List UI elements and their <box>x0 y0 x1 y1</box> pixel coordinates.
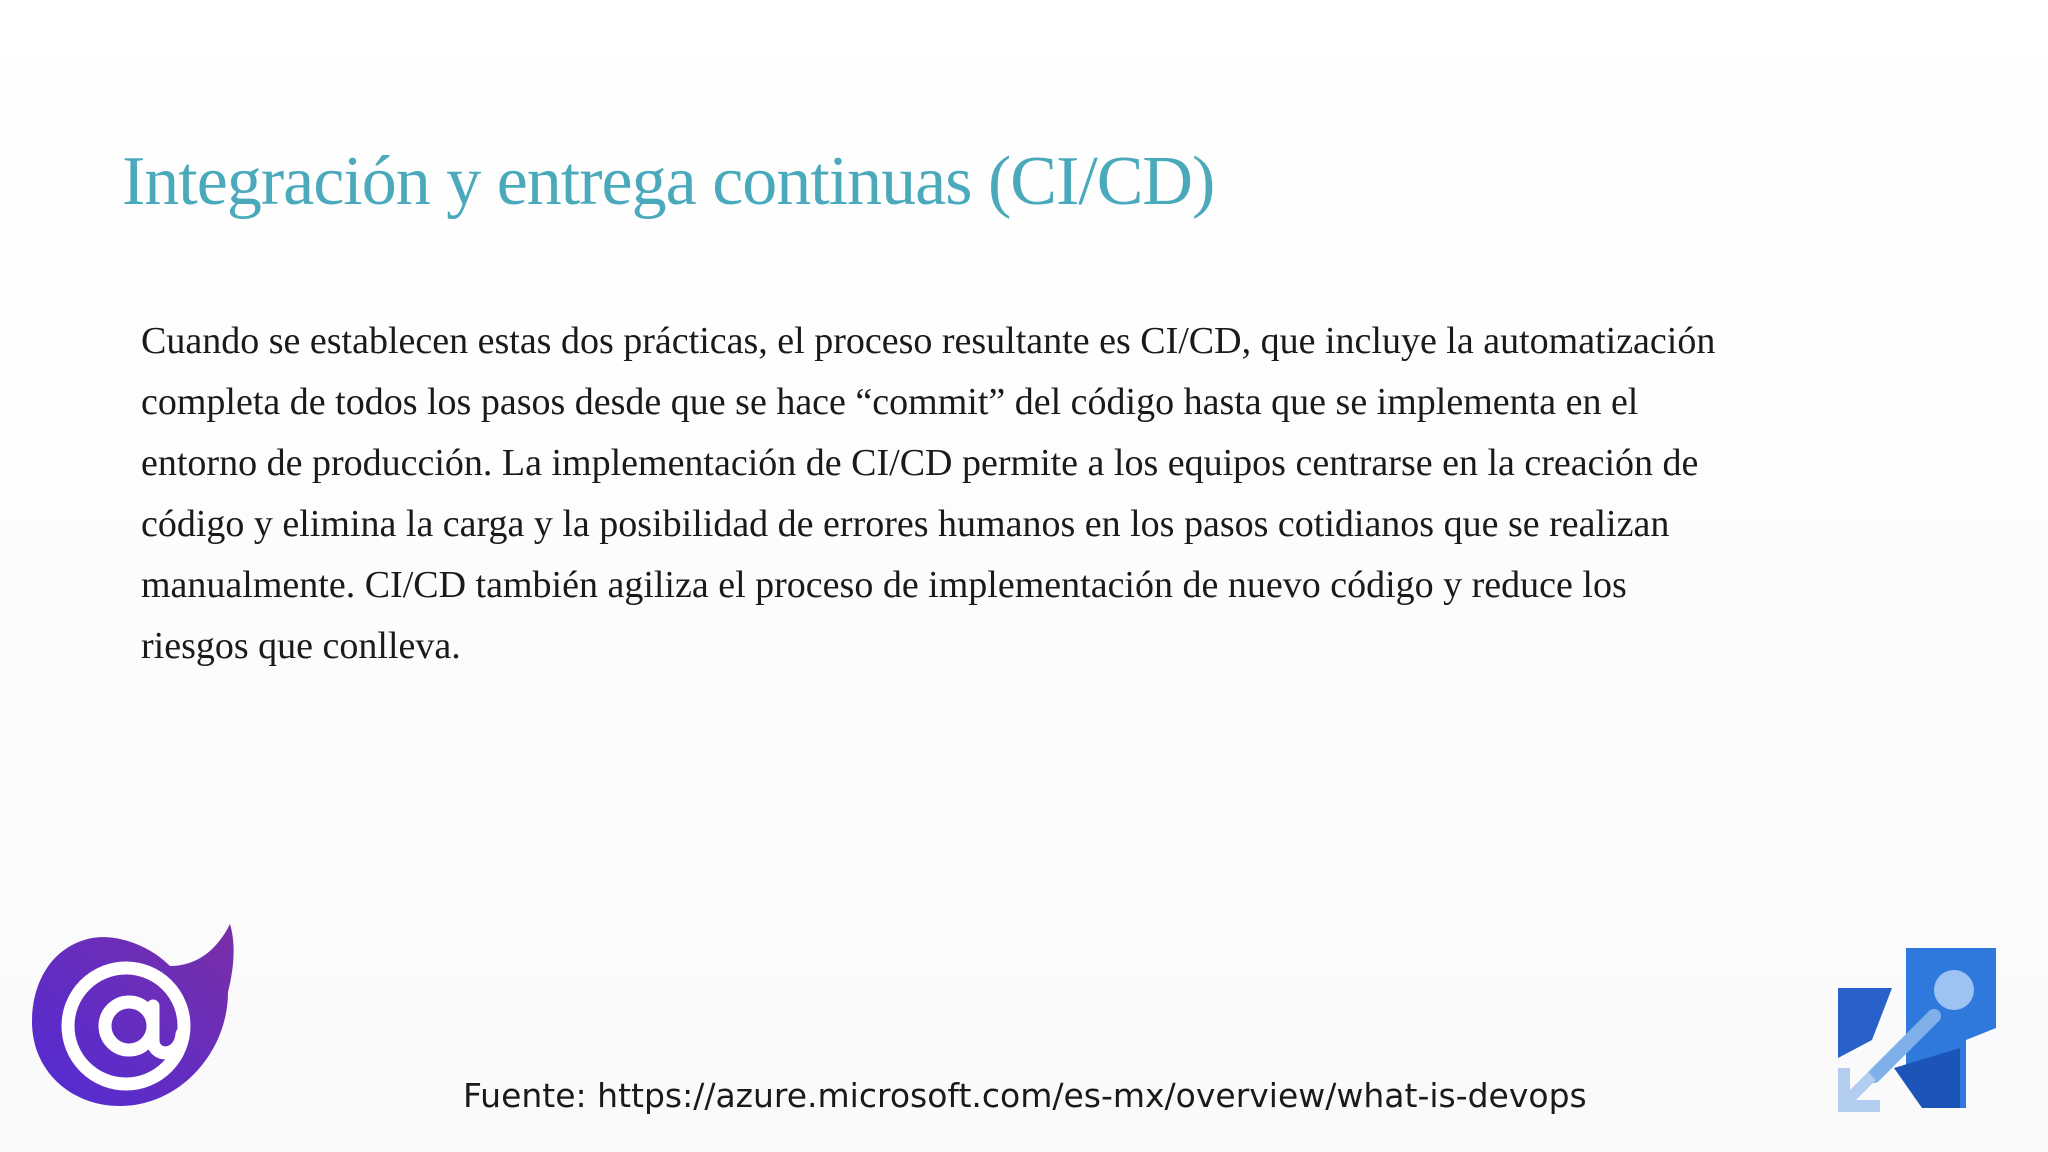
body-line: código y elimina la carga y la posibilidad de errores humanos en los pasos cotidianos que se realizan <box>141 503 1670 545</box>
source-citation: Fuente: https://azure.microsoft.com/es-mx/overview/what-is-devops <box>463 1076 1587 1115</box>
blazor-logo-icon <box>30 922 236 1108</box>
body-line: riesgos que conlleva. <box>141 625 461 667</box>
body-line: completa de todos los pasos desde que se hace “commit” del código hasta que se implementa en el <box>141 381 1639 423</box>
azure-pipelines-logo-icon <box>1834 948 2000 1114</box>
body-paragraph <box>141 311 1901 677</box>
body-line: manualmente. CI/CD también agiliza el proceso de implementación de nuevo código y reduce los <box>141 564 1627 606</box>
slide-title: Integración y entrega continuas (CI/CD) <box>122 143 1215 220</box>
body-line: Cuando se establecen estas dos prácticas, el proceso resultante es CI/CD, que incluye la automatización <box>141 320 1716 362</box>
body-line: entorno de producción. La implementación de CI/CD permite a los equipos centrarse en la creación de <box>141 442 1699 484</box>
